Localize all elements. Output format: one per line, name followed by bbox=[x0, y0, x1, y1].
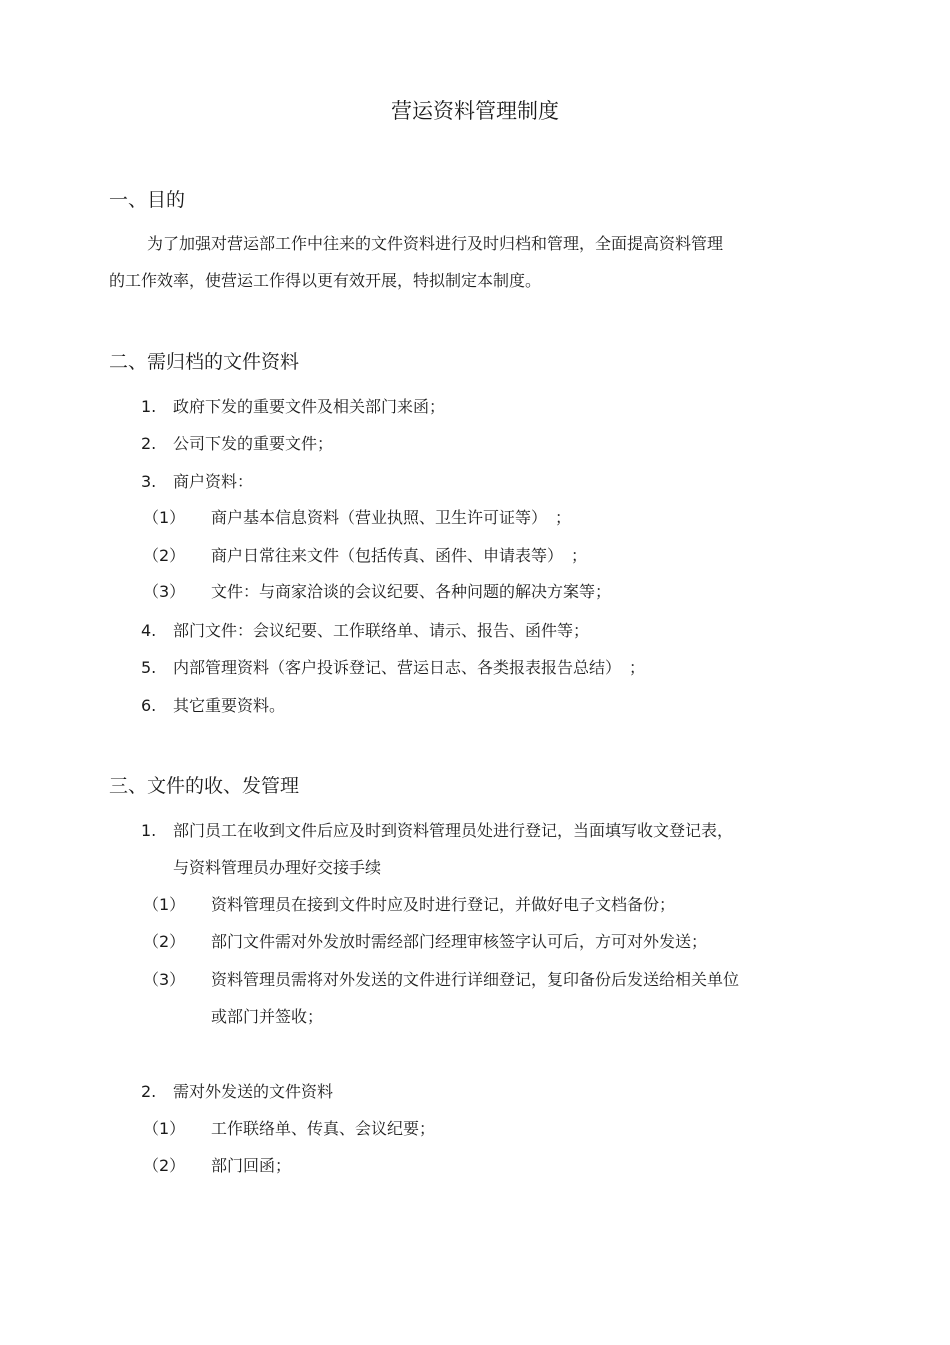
list-number: 2. bbox=[141, 434, 157, 453]
list-item: 公司下发的重要文件； bbox=[173, 434, 334, 453]
list-number: 2. bbox=[141, 1082, 157, 1101]
section-heading-archive-files: 二、需归档的文件资料 bbox=[109, 351, 300, 373]
list-number: 5. bbox=[141, 658, 157, 677]
sub-list-item: 商户日常往来文件（包括传真、函件、申请表等） ； bbox=[211, 546, 588, 565]
sub-list-item: 部门回函； bbox=[211, 1156, 292, 1175]
list-item: 政府下发的重要文件及相关部门来函； bbox=[173, 397, 446, 416]
list-item: 其它重要资料。 bbox=[173, 696, 286, 715]
sub-list-number: （3） bbox=[143, 970, 186, 989]
sub-list-item: 文件：与商家洽谈的会议纪要、各种问题的解决方案等； bbox=[211, 582, 612, 601]
page-title: 营运资料管理制度 bbox=[391, 99, 559, 123]
list-item: 部门员工在收到文件后应及时到资料管理员处进行登记，当面填写收文登记表， bbox=[173, 821, 734, 840]
list-item-continuation: 与资料管理员办理好交接手续 bbox=[173, 858, 382, 877]
sub-list-number: （1） bbox=[143, 1119, 186, 1138]
section-heading-send-receive: 三、文件的收、发管理 bbox=[109, 775, 300, 797]
paragraph-line: 的工作效率，使营运工作得以更有效开展，特拟制定本制度。 bbox=[109, 271, 542, 290]
sub-list-item-continuation: 或部门并签收； bbox=[211, 1007, 324, 1026]
sub-list-number: （2） bbox=[143, 546, 186, 565]
list-number: 4. bbox=[141, 621, 157, 640]
list-item: 需对外发送的文件资料 bbox=[173, 1082, 334, 1101]
list-number: 3. bbox=[141, 472, 157, 491]
section-heading-purpose: 一、目的 bbox=[109, 189, 186, 211]
sub-list-item: 资料管理员需将对外发送的文件进行详细登记，复印备份后发送给相关单位 bbox=[211, 970, 740, 989]
list-item: 内部管理资料（客户投诉登记、营运日志、各类报表报告总结） ； bbox=[173, 658, 646, 677]
list-number: 1. bbox=[141, 397, 157, 416]
sub-list-item: 工作联络单、传真、会议纪要； bbox=[211, 1119, 436, 1138]
sub-list-item: 部门文件需对外发放时需经部门经理审核签字认可后，方可对外发送； bbox=[211, 932, 708, 951]
sub-list-number: （1） bbox=[143, 895, 186, 914]
list-item: 商户资料： bbox=[173, 472, 254, 491]
list-number: 6. bbox=[141, 696, 157, 715]
sub-list-item: 资料管理员在接到文件时应及时进行登记，并做好电子文档备份； bbox=[211, 895, 676, 914]
sub-list-item: 商户基本信息资料（营业执照、卫生许可证等） ； bbox=[211, 508, 572, 527]
sub-list-number: （2） bbox=[143, 1156, 186, 1175]
sub-list-number: （2） bbox=[143, 932, 186, 951]
list-number: 1. bbox=[141, 821, 157, 840]
list-item: 部门文件：会议纪要、工作联络单、请示、报告、函件等； bbox=[173, 621, 590, 640]
sub-list-number: （1） bbox=[143, 508, 186, 527]
paragraph-line: 为了加强对营运部工作中往来的文件资料进行及时归档和管理，全面提高资料管理 bbox=[147, 234, 724, 253]
sub-list-number: （3） bbox=[143, 582, 186, 601]
